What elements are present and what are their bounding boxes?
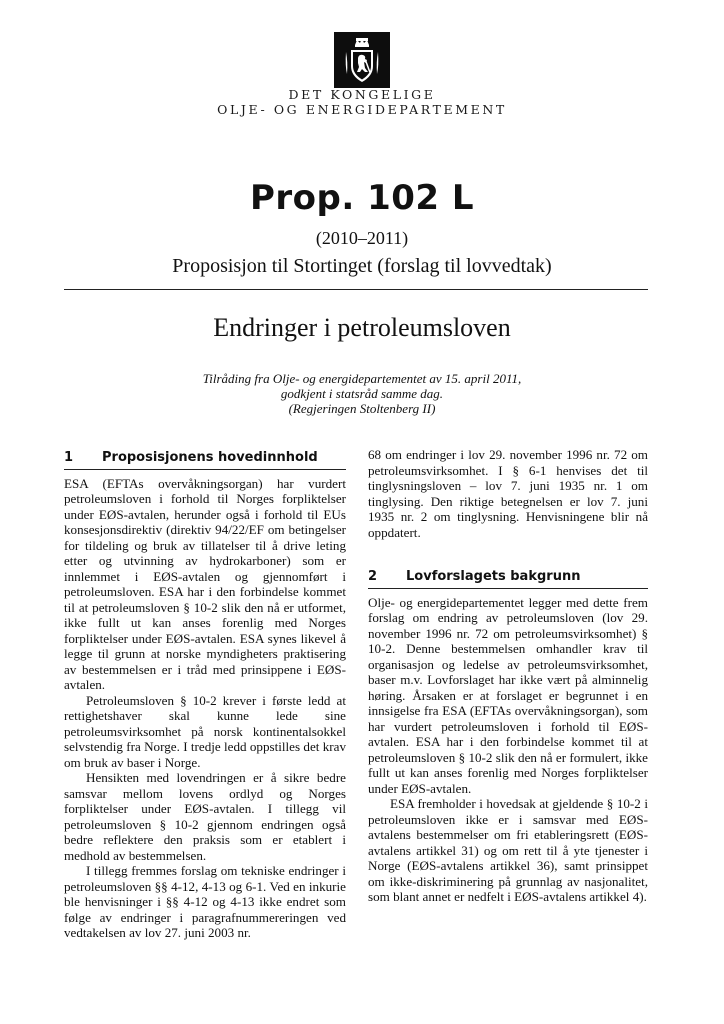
left-column: [64, 450, 346, 941]
section-2-heading: [368, 569, 648, 589]
section-2-paragraph: Olje- og energidepartementet legger med dette frem forslag om endring av petroleumsloven (lov 29. november 1996 nr. 72 om petroleumsvirksomhet) § 10-2. Denne bestemmelsen omhandler krav til organisasjon og ledelse av petroleumsvirksomhet, baser m.v. Lovforslaget har ikke vært på alminnelig høring. Årsaken er at forslaget er begrunnet i en innsigelse fra ESA (EFTAs overvåkningsorgan), som har vurdert petroleumsloven i forhold til EØS-avtalen. ESA har i den forbindelse kommet til at petroleumsloven § 10-2 slik den nå er formulert, ikke fullt ut kan anses forenlig med Norges forpliktelser under EØS-avtalen.: [368, 594, 648, 796]
section-1-paragraph: ESA (EFTAs overvåkningsorgan) har vurdert petroleumsloven i forhold til Norges forpliktelser under EØS-avtalen, herunder også i forhold til EUs konsesjonsdirektiv (direktiv 94/22/EF om betingelser for tildeling og bruk av tillatelser til å drive leting etter og utvinning av hydrokarboner) som er innlemmet i EØS-avtalen og gjennomført i petroleumsloven. ESA har i den forbindelse kommet til at petroleumsloven § 10-2 slik den nå er utformet, ikke fullt ut kan anses forenlig med Norges forpliktelser under EØS-avtalen. ESA synes likevel å legge til grunn at norske myndigheters praktisering av bestemmelsen er i tråd med prinsippene i EØS-avtalen.: [64, 475, 346, 692]
right-column: [368, 447, 648, 905]
section-1-title: Proposisjonens hovedinnhold: [102, 450, 318, 465]
section-2-title: Lovforslagets bakgrunn: [406, 569, 581, 584]
proposition-number: Prop. 102 L: [249, 178, 475, 218]
section-1-number: 1: [64, 450, 74, 465]
document-title: Endringer i petroleumsloven: [213, 313, 511, 342]
session-years: (2010–2011): [315, 228, 409, 248]
section-1-heading: [64, 450, 346, 470]
section-2-paragraph: ESA fremholder i hovedsak at gjeldende § 10-2 i petroleumsloven ikke er i samsvar med EØS-avtalens bestemmelser om fri etableringsrett (EØS-avtalens artikkel 31) og om rett til å yte tjenester i Norge (EØS-avtalens artikkel 36), samt prinsippet om ikke-diskriminering på grunnlag av nasjonalitet, som blant annet er nedfelt i EØS-avtalens artikkel 4).: [368, 796, 648, 904]
department-name-line1: DET KONGELIGE: [288, 87, 436, 102]
department-name-line2: OLJE- OG ENERGIDEPARTEMENT: [217, 102, 507, 117]
section-1-paragraph: I tillegg fremmes forslag om tekniske endringer i petroleumsloven §§ 4-12, 4-13 og 6-1. Ved en inkurie ble henvisninger i §§ 4-12 og 4-13 ikke endret som følge av endringer i paragrafnummereringen ved vedtakelsen av lov 27. juni 2003 nr.: [64, 863, 346, 940]
approval-note: [0, 371, 724, 416]
section-2-number: 2: [368, 569, 378, 584]
section-1-continued-paragraph: 68 om endringer i lov 29. november 1996 nr. 72 om petroleumsvirksomhet. I § 6-1 henvises det til tinglysningsloven – lov 7. juni 1935 nr. 1 om tinglysing. Den riktige betegnelsen er lov 7. juni 1935 nr. 2 om tinglysning. Henvisningene blir nå oppdatert.: [368, 447, 648, 540]
approval-line-3: (Regjeringen Stoltenberg II): [288, 401, 436, 416]
title-divider: [64, 289, 648, 290]
section-1-paragraph: Petroleumsloven § 10-2 krever i første ledd at rettighetshaver skal kunne lede sine petroleumsvirksomhet på norsk kontinentalsokkel selvstendig fra Norge. I tredje ledd oppstilles det krav om bruk av baser i Norge.: [64, 692, 346, 770]
approval-line-1: Tilråding fra Olje- og energidepartementet av 15. april 2011,: [202, 371, 522, 386]
proposition-subtitle: Proposisjon til Stortinget (forslag til lovvedtak): [172, 255, 552, 277]
approval-line-2: godkjent i statsråd samme dag.: [280, 386, 444, 401]
section-1-paragraph: Hensikten med lovendringen er å sikre bedre samsvar mellom lovens ordlyd og Norges forpliktelser under EØS-avtalen. I tillegg vil petroleumsloven § 10-2 gjennom endringen også bedre reflektere den praksis som er etablert i medhold av bestemmelsen.: [64, 770, 346, 863]
norwegian-coat-of-arms-icon: [334, 32, 390, 88]
